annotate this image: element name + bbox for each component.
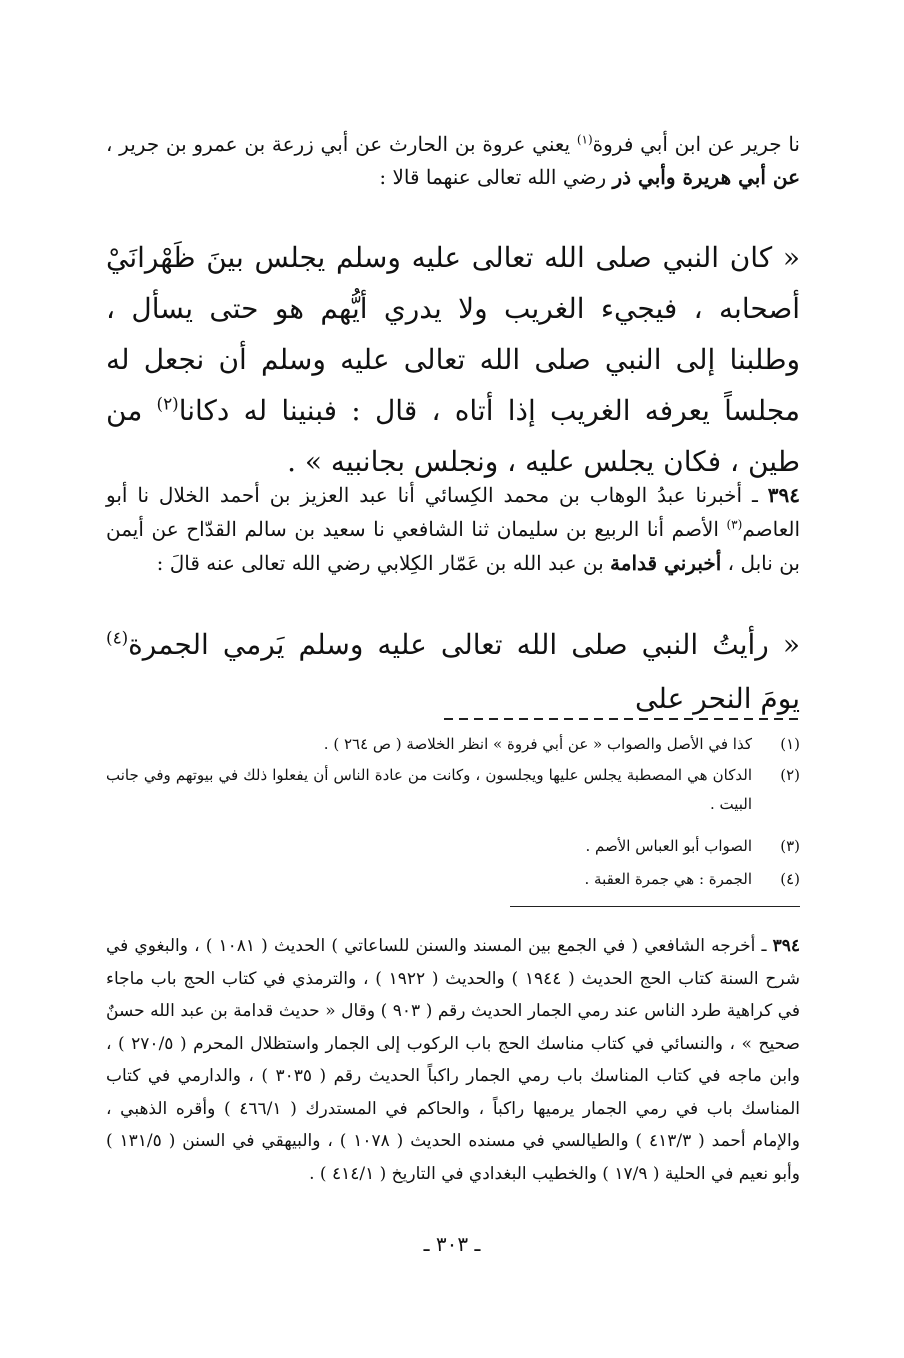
isnad-narrator-bold: أخبرني قدامة bbox=[610, 551, 722, 575]
footnote-1 bbox=[106, 730, 800, 759]
takhrij-paragraph bbox=[106, 930, 800, 1190]
footnote-3 bbox=[106, 832, 800, 861]
takhrij-text: ـ أخرجه الشافعي ( في الجمع بين المسند والسنن للساعاتي ) الحديث ( ١٠٨١ ) ، والبغوي في شرح السنة كتاب الحج الحديث ( ١٩٤٤ ) والحديث ( ١٩٢٢ ) ، والترمذي في كتاب الحج باب ماجاء في كراهية طرد الناس عند رمي الجمار الحديث رقم ( ٩٠٣ ) وقال « حديث قدامة بن عبد الله حسنٌ صحيح » ، والنسائي في كتاب مناسك الحج باب الركوب إلى الجمار واستظلال المحرم ( ٢٧٠/٥ ) ، وابن ماجه في كتاب المناسك باب رمي الجمار راكباً الحديث رقم ( ٣٠٣٥ ) ، والدارمي في كتاب المناسك باب في رمي الجمار يرميها راكباً ، والحاكم في المستدرك ( ٤٦٦/١ ) وأقره الذهبي ، والإمام أحمد ( ٤١٣/٣ ) والطيالسي في مسنده الحديث ( ١٠٧٨ ) ، والبيهقي في السنن ( ١٣١/٥ ) وأبو نعيم في الحلية ( ١٧/٩ ) والخطيب البغدادي في التاريخ ( ٤١٤/١ ) . bbox=[106, 936, 800, 1184]
footnote-ref-1: (١) bbox=[576, 132, 593, 147]
footnote-ref-3: (٣) bbox=[726, 517, 743, 532]
isnad-text: رضي الله تعالى عنهما قالا : bbox=[379, 165, 613, 189]
footnote-ref-4: (٤) bbox=[106, 627, 129, 648]
hadith-body: من طين ، فكان يجلس عليه ، ونجلس بجانبيه » . bbox=[106, 394, 800, 478]
isnad-text: الأصم أنا الربيع بن سليمان ثنا الشافعي نا سعيد بن سالم القدّاح عن أيمن بن نابل ، bbox=[106, 517, 800, 575]
isnad-text: يعني عروة بن الحارث عن أبي زرعة بن عمرو بن جرير ، bbox=[106, 132, 577, 156]
footnote-number: (١) bbox=[780, 735, 800, 753]
isnad-text: نا جرير عن ابن أبي فروة bbox=[592, 132, 800, 156]
hadith-body: « رأيتُ النبي صلى الله تعالى عليه وسلم يَرمي الجمرة bbox=[128, 628, 800, 661]
footnote-2 bbox=[106, 761, 800, 819]
footnote-text: الصواب أبو العباس الأصم . bbox=[585, 837, 752, 855]
hadith-body: « كان النبي صلى الله تعالى عليه وسلم يجلس بينَ ظَهْرانَيْ أصحابه ، فيجيء الغريب ولا يدري أيُّهم هو حتى يسأل ، وطلبنا إلى النبي صلى الله تعالى عليه وسلم أن نجعل له مجلساً يعرفه الغريب إذا أتاه ، قال : فبنينا له دكانا bbox=[106, 241, 800, 427]
isnad-paragraph bbox=[106, 128, 800, 194]
hadith-text-1 bbox=[106, 232, 800, 487]
footnote-number: (٢) bbox=[780, 766, 800, 784]
isnad-narrators-bold: عن أبي هريرة وأبي ذر bbox=[612, 165, 800, 189]
hadith-number: ٣٩٤ bbox=[767, 483, 800, 507]
takhrij-number: ٣٩٤ bbox=[772, 936, 801, 956]
footnote-number: (٣) bbox=[780, 837, 800, 855]
footnote-4 bbox=[106, 865, 800, 894]
isnad-text: ـ أخبرنا عبدُ الوهاب بن محمد الكِسائي أنا عبد العزيز بن أحمد الخلال نا أبو العاصم bbox=[106, 483, 800, 541]
page-number: ـ ٣٠٣ ـ bbox=[423, 1232, 481, 1256]
takhrij-separator bbox=[510, 906, 800, 907]
isnad-text: بن عبد الله بن عَمّار الكِلابي رضي الله تعالى عنه قالَ : bbox=[156, 551, 611, 575]
footnote-text: الجمرة : هي جمرة العقبة . bbox=[584, 870, 752, 888]
footnote-ref-2: (٢) bbox=[156, 393, 179, 414]
footnote-text: الدكان هي المصطبة يجلس عليها ويجلسون ، وكانت من عادة الناس أن يفعلوا ذلك في بيوتهم وفي جانب البيت . bbox=[106, 766, 752, 813]
footnote-text: كذا في الأصل والصواب « عن أبي فروة » انظر الخلاصة ( ص ٢٦٤ ) . bbox=[323, 735, 752, 753]
footnote-number: (٤) bbox=[780, 870, 800, 888]
hadith-body: يومَ النحر على bbox=[635, 682, 800, 715]
hadith-394-isnad bbox=[106, 478, 800, 580]
hadith-text-2 bbox=[106, 618, 800, 726]
footnote-separator bbox=[438, 718, 798, 720]
